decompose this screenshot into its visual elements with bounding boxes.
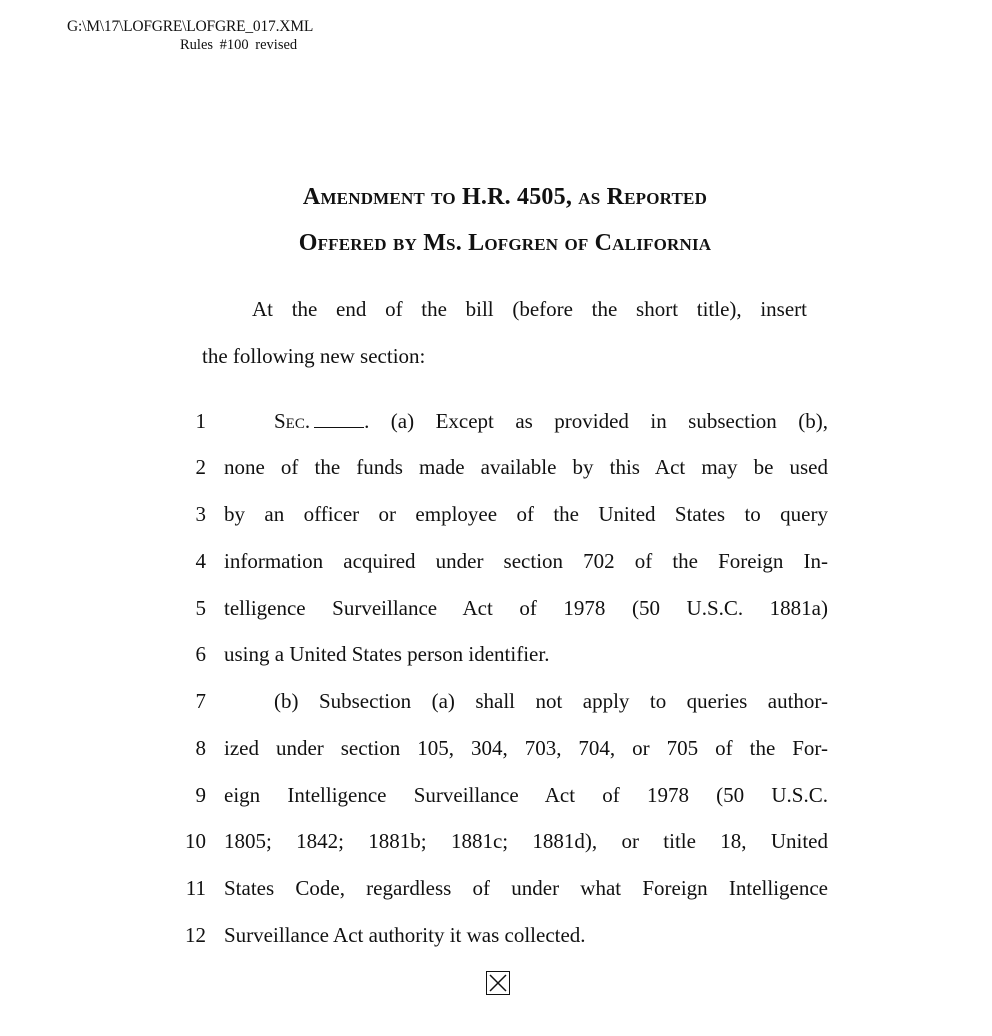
line-number: 6	[195, 642, 206, 666]
instruction-text-line-2: the following new section:	[202, 344, 426, 368]
bill-line	[0, 455, 992, 485]
line-number: 5	[195, 596, 206, 620]
file-path-header: G:\M\17\LOFGRE\LOFGRE_017.XML	[67, 18, 314, 35]
line-number: 4	[195, 549, 206, 573]
line-number: 2	[195, 455, 206, 479]
bill-line	[0, 736, 992, 766]
line-text-content: . (a) Except as provided in subsection (b),	[364, 409, 828, 433]
line-text: States Code, regardless of under what Foreign Intelligence	[224, 876, 828, 900]
bill-line	[0, 783, 992, 813]
rules-note: Rules #100 revised	[180, 37, 298, 53]
line-text: Surveillance Act authority it was collected.	[224, 923, 586, 947]
bill-line	[0, 689, 992, 719]
bill-line	[0, 829, 992, 859]
line-number: 9	[195, 783, 206, 807]
bill-line	[0, 502, 992, 532]
line-text: 1805; 1842; 1881b; 1881c; 1881d), or title 18, United	[224, 829, 828, 853]
line-number: 1	[195, 409, 206, 433]
line-text: (b) Subsection (a) shall not apply to queries author-	[274, 689, 828, 713]
instruction-text-line-1: At the end of the bill (before the short title), insert	[252, 297, 807, 321]
line-text: none of the funds made available by this Act may be used	[224, 455, 828, 479]
bill-line	[0, 549, 992, 579]
line-number: 8	[195, 736, 206, 760]
line-text	[274, 409, 828, 434]
line-text: ized under section 105, 304, 703, 704, or 705 of the For-	[224, 736, 828, 760]
amendment-title: Amendment to H.R. 4505, as Reported	[302, 184, 708, 210]
boxed-x-icon	[486, 971, 510, 995]
line-text: using a United States person identifier.	[224, 642, 550, 666]
bill-line	[0, 876, 992, 906]
section-label: Sec.	[274, 409, 311, 433]
line-text: eign Intelligence Surveillance Act of 1978 (50 U.S.C.	[224, 783, 828, 807]
line-text: information acquired under section 702 of the Foreign In-	[224, 549, 828, 573]
line-text: by an officer or employee of the United States to query	[224, 502, 828, 526]
line-number: 12	[185, 923, 206, 947]
bill-line	[0, 923, 992, 953]
line-number: 11	[185, 876, 206, 900]
line-number: 3	[195, 502, 206, 526]
section-number-blank	[314, 413, 364, 428]
bill-line	[0, 409, 992, 439]
bill-line	[0, 596, 992, 626]
bill-line	[0, 642, 992, 672]
line-text: telligence Surveillance Act of 1978 (50 U.S.C. 1881a)	[224, 596, 828, 620]
line-number: 10	[185, 829, 206, 853]
offered-by-title: Offered by Ms. Lofgren of California	[298, 230, 712, 256]
line-number: 7	[195, 689, 206, 713]
